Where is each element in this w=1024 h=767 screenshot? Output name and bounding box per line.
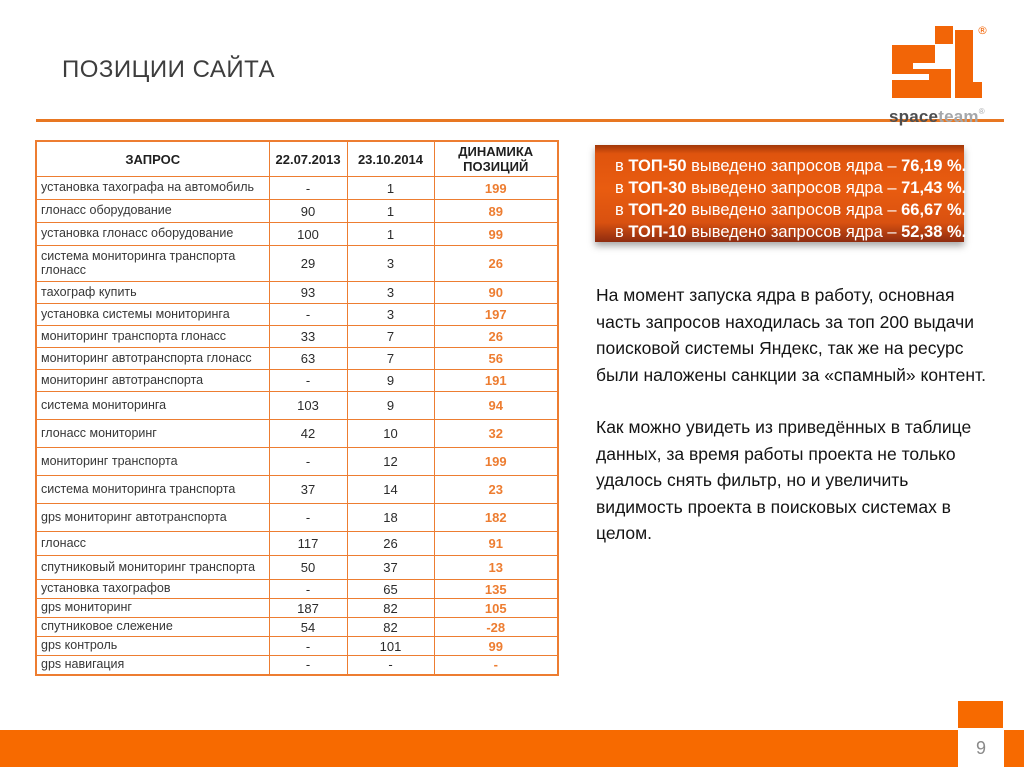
query-cell: глонасс оборудование <box>36 200 269 223</box>
position-cell: 3 <box>347 304 434 326</box>
query-cell: мониторинг автотранспорта <box>36 370 269 392</box>
table-row <box>36 420 558 448</box>
table-row <box>36 370 558 392</box>
query-cell: тахограф купить <box>36 282 269 304</box>
position-cell: 1 <box>347 177 434 200</box>
position-cell: 10 <box>347 420 434 448</box>
results-table <box>35 140 559 676</box>
table-row <box>36 392 558 420</box>
paragraph: На момент запуска ядра в работу, основная часть запросов находилась за топ 200 выдачи поисковой системы Яндекс, так же на ресурс были наложены санкции за «спамный» контент. <box>596 285 986 385</box>
query-cell: установка тахографа на автомобиль <box>36 177 269 200</box>
dynamics-cell: 26 <box>434 246 558 282</box>
dynamics-cell: 199 <box>434 177 558 200</box>
position-cell: - <box>269 177 347 200</box>
table-header-row <box>36 141 558 177</box>
query-cell: система мониторинга транспорта глонасс <box>36 246 269 282</box>
position-cell: 18 <box>347 504 434 532</box>
position-cell: 37 <box>269 476 347 504</box>
body-text <box>596 282 995 547</box>
position-cell: 3 <box>347 282 434 304</box>
query-cell: gps навигация <box>36 656 269 675</box>
title-divider <box>36 119 1004 122</box>
position-cell: 100 <box>269 223 347 246</box>
table-row <box>36 580 558 599</box>
position-cell: 65 <box>347 580 434 599</box>
logo-wordmark <box>889 107 1001 127</box>
position-cell: 7 <box>347 326 434 348</box>
page-title: ПОЗИЦИИ САЙТА <box>62 56 276 83</box>
dynamics-cell: 197 <box>434 304 558 326</box>
table-row <box>36 223 558 246</box>
query-cell: мониторинг транспорта глонасс <box>36 326 269 348</box>
dynamics-cell: 90 <box>434 282 558 304</box>
position-cell: 93 <box>269 282 347 304</box>
position-cell: - <box>269 656 347 675</box>
position-cell: 37 <box>347 556 434 580</box>
position-cell: 12 <box>347 448 434 476</box>
table-row <box>36 476 558 504</box>
kpi-line: в ТОП-20 выведено запросов ядра – 66,67 %. <box>615 201 967 219</box>
query-cell: мониторинг автотранспорта глонасс <box>36 348 269 370</box>
query-cell: спутниковое слежение <box>36 618 269 637</box>
position-cell: 82 <box>347 599 434 618</box>
position-cell: 14 <box>347 476 434 504</box>
header-dynamics: ДИНАМИКА ПОЗИЦИЙ <box>434 141 558 177</box>
registered-mark: ® <box>978 107 985 116</box>
position-cell: 9 <box>347 392 434 420</box>
table-row <box>36 282 558 304</box>
dynamics-cell: 91 <box>434 532 558 556</box>
page-number: 9 <box>975 738 986 758</box>
query-cell: установка тахографов <box>36 580 269 599</box>
position-cell: 42 <box>269 420 347 448</box>
dynamics-cell: 89 <box>434 200 558 223</box>
position-cell: 1 <box>347 200 434 223</box>
table-row <box>36 200 558 223</box>
position-cell: 29 <box>269 246 347 282</box>
kpi-line: в ТОП-30 выведено запросов ядра – 71,43 %. <box>615 179 967 197</box>
dynamics-cell: 99 <box>434 223 558 246</box>
logo-wordmark-team: team <box>938 107 979 126</box>
dynamics-cell: 105 <box>434 599 558 618</box>
page-number-box <box>958 730 1004 767</box>
position-cell: 54 <box>269 618 347 637</box>
position-cell: 1 <box>347 223 434 246</box>
position-cell: - <box>269 304 347 326</box>
position-cell: - <box>347 656 434 675</box>
dynamics-cell: - <box>434 656 558 675</box>
query-cell: gps контроль <box>36 637 269 656</box>
table-row <box>36 656 558 675</box>
logo-wordmark-space: space <box>889 107 939 126</box>
position-cell: - <box>269 637 347 656</box>
dynamics-cell: 135 <box>434 580 558 599</box>
table-row <box>36 504 558 532</box>
table-row <box>36 177 558 200</box>
table-row <box>36 599 558 618</box>
table-row <box>36 637 558 656</box>
dynamics-cell: 26 <box>434 326 558 348</box>
dynamics-cell: 199 <box>434 448 558 476</box>
position-cell: - <box>269 448 347 476</box>
table-row <box>36 618 558 637</box>
kpi-line: в ТОП-10 выведено запросов ядра – 52,38 %. <box>615 223 967 241</box>
header-date-2013: 22.07.2013 <box>269 141 347 177</box>
query-cell: gps мониторинг автотранспорта <box>36 504 269 532</box>
position-cell: 103 <box>269 392 347 420</box>
table-row <box>36 348 558 370</box>
st-logo-icon <box>889 20 989 106</box>
position-cell: 63 <box>269 348 347 370</box>
header-date-2014: 23.10.2014 <box>347 141 434 177</box>
query-cell: система мониторинга <box>36 392 269 420</box>
position-cell: 50 <box>269 556 347 580</box>
query-cell: gps мониторинг <box>36 599 269 618</box>
query-cell: установка системы мониторинга <box>36 304 269 326</box>
dynamics-cell: 94 <box>434 392 558 420</box>
position-cell: 33 <box>269 326 347 348</box>
position-cell: 187 <box>269 599 347 618</box>
position-cell: 9 <box>347 370 434 392</box>
kpi-line: в ТОП-50 выведено запросов ядра – 76,19 %. <box>615 157 967 175</box>
position-cell: - <box>269 504 347 532</box>
position-cell: - <box>269 580 347 599</box>
spaceteam-logo <box>889 20 1001 127</box>
dynamics-cell: 182 <box>434 504 558 532</box>
footer-checker-square <box>958 701 1003 728</box>
dynamics-cell: 13 <box>434 556 558 580</box>
table-row <box>36 448 558 476</box>
position-cell: 26 <box>347 532 434 556</box>
query-cell: мониторинг транспорта <box>36 448 269 476</box>
query-cell: глонасс <box>36 532 269 556</box>
dynamics-cell: -28 <box>434 618 558 637</box>
query-cell: установка глонасс оборудование <box>36 223 269 246</box>
dynamics-cell: 32 <box>434 420 558 448</box>
results-table-body <box>36 177 558 675</box>
query-cell: спутниковый мониторинг транспорта <box>36 556 269 580</box>
table-row <box>36 326 558 348</box>
position-cell: 3 <box>347 246 434 282</box>
table-row <box>36 532 558 556</box>
position-cell: 7 <box>347 348 434 370</box>
query-cell: глонасс мониторинг <box>36 420 269 448</box>
footer-bar <box>0 730 1024 767</box>
position-cell: 82 <box>347 618 434 637</box>
table-row <box>36 556 558 580</box>
query-cell: система мониторинга транспорта <box>36 476 269 504</box>
table-row <box>36 304 558 326</box>
table-row <box>36 246 558 282</box>
paragraph: Как можно увидеть из приведённых в таблице данных, за время работы проекта не только удалось снять фильтр, но и увеличить видимость проекта в поисковых системах в целом. <box>596 417 972 543</box>
dynamics-cell: 99 <box>434 637 558 656</box>
kpi-box <box>595 145 967 242</box>
position-cell: - <box>269 370 347 392</box>
position-cell: 101 <box>347 637 434 656</box>
position-cell: 117 <box>269 532 347 556</box>
svg-text:®: ® <box>977 24 988 37</box>
dynamics-cell: 191 <box>434 370 558 392</box>
dynamics-cell: 56 <box>434 348 558 370</box>
position-cell: 90 <box>269 200 347 223</box>
dynamics-cell: 23 <box>434 476 558 504</box>
header-query: ЗАПРОС <box>36 141 269 177</box>
